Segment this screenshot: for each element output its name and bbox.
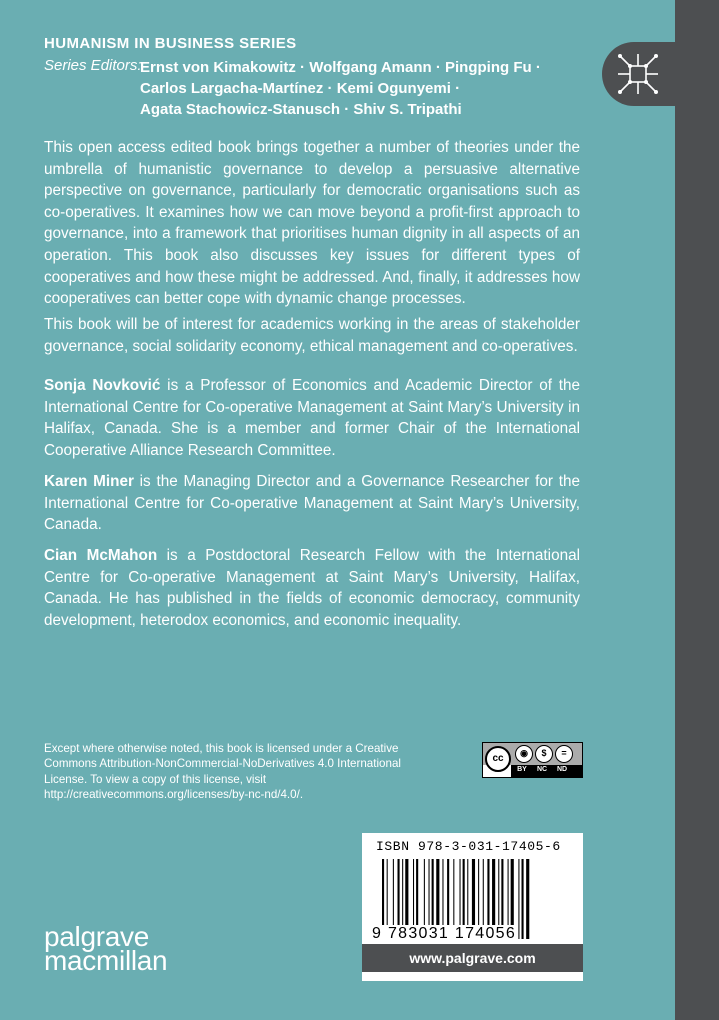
author-bio <box>44 375 580 461</box>
author-bio <box>44 545 580 631</box>
publisher-website[interactable]: www.palgrave.com <box>362 944 583 972</box>
publisher-name-line: palgrave <box>44 921 150 952</box>
author-name: Karen Miner <box>44 473 134 490</box>
series-editors-list <box>140 57 541 120</box>
series-title: HUMANISM IN BUSINESS SERIES <box>44 35 297 52</box>
noderivatives-icon: = <box>555 745 573 763</box>
book-spine <box>675 0 719 1020</box>
series-editors-label: Series Editors: <box>44 57 142 74</box>
publisher-name-line: macmillan <box>44 945 168 976</box>
network-logo-icon <box>616 52 660 96</box>
author-name: Sonja Novković <box>44 377 161 394</box>
badge-label: NC <box>536 766 548 773</box>
badge-label: ND <box>556 766 568 773</box>
author-bio-text: is the Managing Director and a Governance Researcher for the International Centre for Co-operative Management at Saint Mary’s University, Canada. <box>44 473 580 534</box>
isbn-digits: 9 783031 174056 <box>372 925 517 942</box>
attribution-icon: ◉ <box>515 745 533 763</box>
author-name: Cian McMahon <box>44 547 158 564</box>
publisher-logo <box>44 921 168 976</box>
cc-license-badge[interactable] <box>482 742 583 778</box>
license-notice: Except where otherwise noted, this book is licensed under a Creative Commons Attribution-NonCommercial-NoDerivatives 4.0 International License. To view a copy of this license, visit http://creativecommons.org/licenses/by-nc-nd/4.0/. <box>44 742 401 802</box>
author-bio-text: is a Postdoctoral Research Fellow with the International Centre for Co-operative Management at Saint Mary’s University, Halifax, Canada. He has published in the fields of economic democracy, community development, heterodox economics, and economic inequality. <box>44 547 580 629</box>
series-editors-line: Carlos Largacha-Martínez · Kemi Ogunyemi · <box>140 80 461 97</box>
series-editors-line: Ernst von Kimakowitz · Wolfgang Amann · Pingping Fu · <box>140 59 541 76</box>
isbn-label: ISBN 978-3-031-17405-6 <box>376 839 561 854</box>
cc-icon: cc <box>485 746 511 772</box>
author-bio <box>44 471 580 536</box>
author-bio-text: is a Professor of Economics and Academic Director of the International Centre for Co-operative Management at Saint Mary’s University in Halifax, Canada. She is a member and former Chair of the International Cooperative Alliance Research Committee. <box>44 377 580 459</box>
description-paragraph: This open access edited book brings together a number of theories under the umbrella of humanistic governance to develop a persuasive alternative perspective on governance, particularly for democratic organisations such as co-operatives. It examines how we can move beyond a profit-first approach to governance, into a framework that prioritises human dignity in all aspects of an operation. This book also discusses key issues for different types of cooperatives and how these might be addressed. And, finally, it addresses how cooperatives can better cope with dynamic change processes. <box>44 139 580 308</box>
series-editors-line: Agata Stachowicz-Stanusch · Shiv S. Tripathi <box>140 101 462 118</box>
badge-label: BY <box>517 766 527 773</box>
noncommercial-icon: $ <box>535 745 553 763</box>
series-logo-tab <box>602 42 675 106</box>
description-paragraph: This book will be of interest for academics working in the areas of stakeholder governance, social solidarity economy, ethical management and co-operatives. <box>44 316 580 355</box>
